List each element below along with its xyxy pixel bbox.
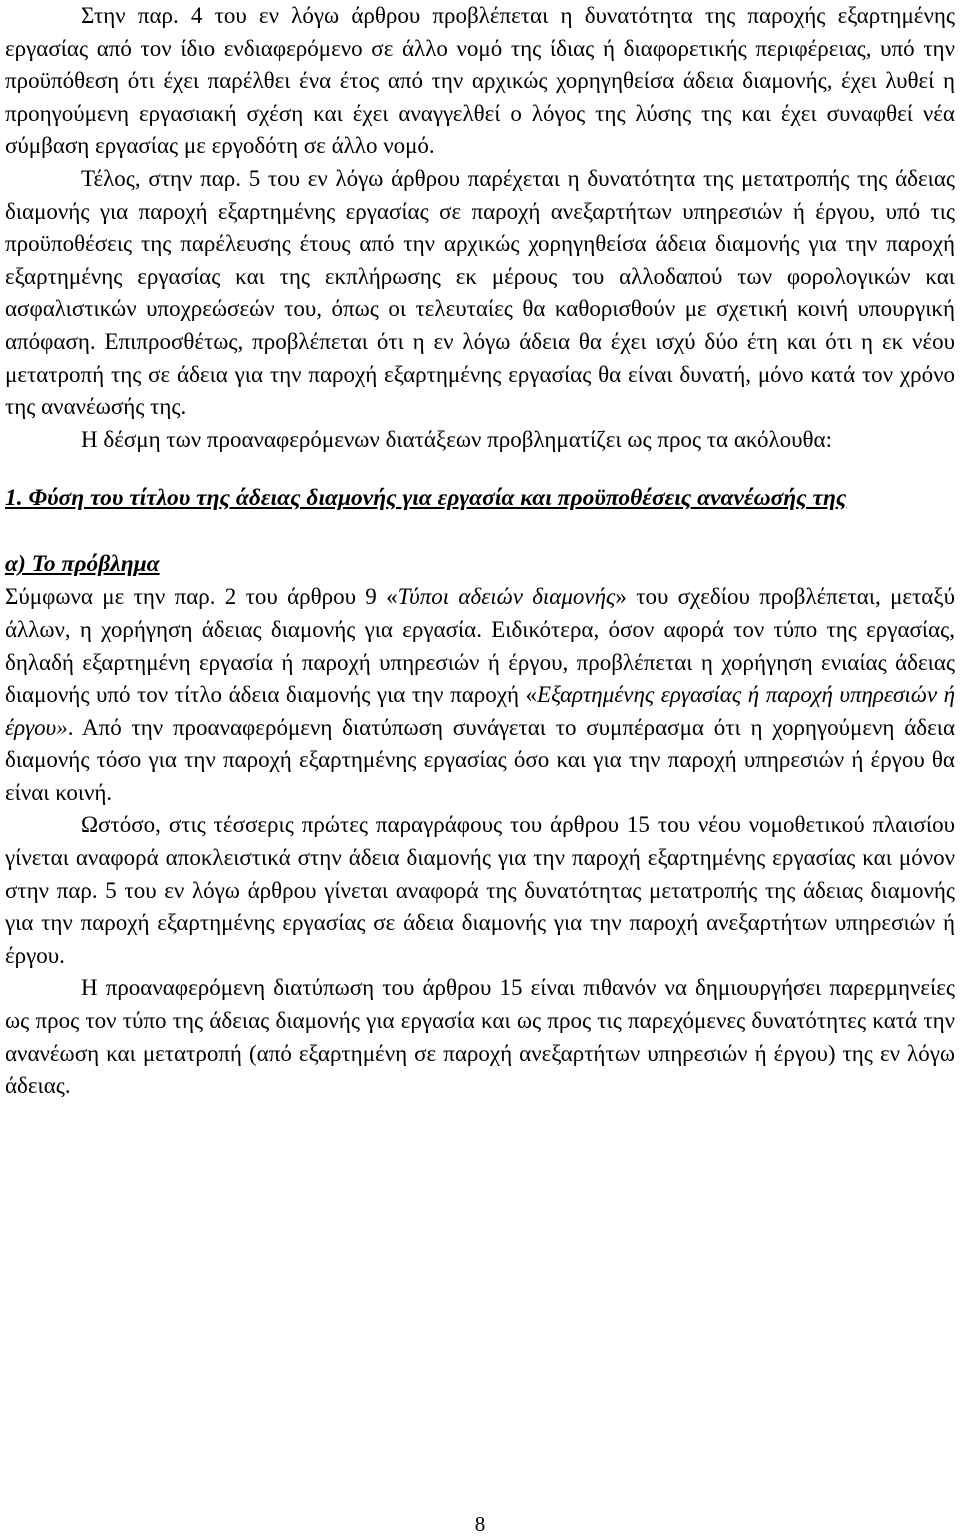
paragraph-article15-concern: Η προαναφερόμενη διατύπωση του άρθρου 15 είναι πιθανόν να δημιουργήσει παρερμηνείες ως προς τον τύπο της άδειας διαμονής για εργασία και ως προς τις παρεχόμενες δυνατότητες κατά την ανανέωση και μετατροπή (από εξαρτημένη σε παροχή ανεξαρτήτων υπηρεσιών ή έργου) της εν λόγω άδειας. — [5, 975, 955, 1099]
paragraph-par5: Τέλος, στην παρ. 5 του εν λόγω άρθρου παρέχεται η δυνατότητα της μετατροπής της άδειας διαμονής για παροχή εξαρτημένης εργασίας σε παροχή ανεξαρτήτων υπηρεσιών ή έργου, υπό τις προϋποθέσεις της παρέλευσης έτους από την αρχικώς χορηγηθείσα άδεια διαμονής για την παροχή εξαρτημένης εργασίας και της εκπλήρωσης εκ μέρους του αλλοδαπού των φορολογικών και ασφαλιστικών υποχρεώσεών του, όπως οι τελευταίες θα καθορισθούν με σχετική κοινή υπουργική απόφαση. Επιπροσθέτως, προβλέπεται ότι η εν λόγω άδεια θα έχει ισχύ δύο έτη και ότι η εκ νέου μετατροπή της σε άδεια για την παροχή εξαρτημένης εργασίας θα είναι δυνατή, μόνο κατά τον χρόνο της ανανέωσής της. — [5, 165, 955, 420]
paragraph-article9 — [5, 581, 955, 809]
paragraph-par4: Στην παρ. 4 του εν λόγω άρθρου προβλέπεται η δυνατότητα της παροχής εξαρτημένης εργασίας από τον ίδιο ενδιαφερόμενο σε άλλο νομό της ίδιας ή διαφορετικής περιφέρειας, υπό την προϋπόθεση ότι έχει παρέλθει ένα έτος από την αρχικώς χορηγηθείσα άδεια διαμονής, έχει λυθεί η προηγούμενη εργασιακή σχέση και έχει αναγγελθεί ο λόγος της λύσης της και έχει συναφθεί νέα σύμβαση εργασίας με εργοδότη σε άλλο νομό. — [5, 3, 955, 159]
article9-italic-title: Τύποι αδειών διαμονής — [397, 584, 616, 610]
section-heading: 1. Φύση του τίτλου της άδειας διαμονής για εργασία και προϋποθέσεις ανανέωσής της — [5, 485, 847, 512]
article9-text-2: » του σχεδίου προβλέπεται, μεταξύ άλλων, η χορήγηση άδειας διαμονής για εργασία. Ειδικότερα, όσον αφορά τον τύπο της εργασίας, δηλαδή εξαρτημένη εργασία ή παροχή υπηρεσιών ή έργου, προβλέπεται η χορήγηση ενιαίας άδειας διαμονής υπό τον τίτλο άδεια διαμονής για την παροχή « — [5, 584, 956, 708]
paragraph-concerns-intro: Η δέσμη των προαναφερόμενων διατάξεων προβληματίζει ως προς τα ακόλουθα: — [81, 426, 832, 452]
article9-text-3: . Από την προαναφερόμενη διατύπωση συνάγεται το συμπέρασμα ότι η χορηγούμενη άδεια διαμονής τόσο για την παροχή εξαρτημένης εργασίας όσο και για την παροχή υπηρεσιών ή έργου θα είναι κοινή. — [5, 714, 955, 805]
paragraph-article15: Ωστόσο, στις τέσσερις πρώτες παραγράφους του άρθρου 15 του νέου νομοθετικού πλαισίου γίνεται αναφορά αποκλειστικά στην άδεια διαμονής για την παροχή εξαρτημένης εργασίας και μόνον στην παρ. 5 του εν λόγω άρθρου γίνεται αναφορά της δυνατότητας μετατροπής της άδειας διαμονής για την παροχή εξαρτημένης εργασίας σε άδεια διαμονής για την παροχή ανεξαρτήτων υπηρεσιών ή έργου. — [5, 812, 955, 968]
subsection-heading: α) Το πρόβλημα — [5, 551, 160, 578]
article9-italic-permit-type: Εξαρτημένης εργασίας ή παροχή υπηρεσιών ή έργου» — [5, 682, 955, 740]
article9-text-1: Σύμφωνα με την παρ. 2 του άρθρου 9 « — [5, 584, 398, 610]
page-number: 8 — [474, 1512, 486, 1536]
document-page — [5, 0, 955, 1103]
